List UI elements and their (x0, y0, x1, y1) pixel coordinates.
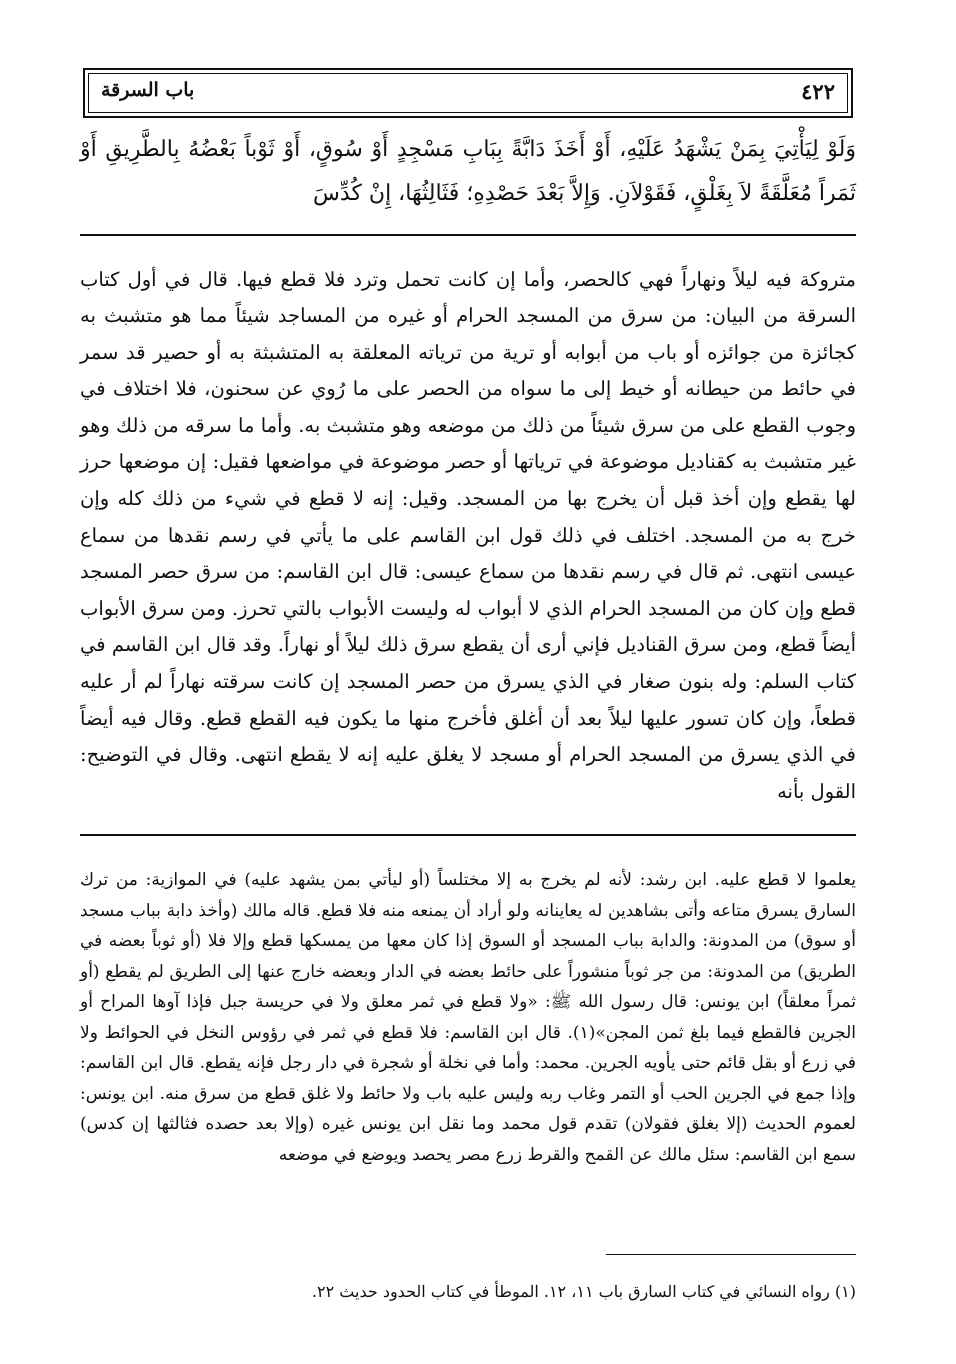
page-number: ٤٢٢ (801, 79, 835, 104)
commentary-text-block (80, 242, 856, 830)
footnote-block (80, 1262, 856, 1322)
running-header (83, 68, 853, 118)
commentary-paragraph: متروكة فيه ليلاً ونهاراً فهي كالحصر، وأما إن كانت تحمل وترد فلا قطع فيها. قال في أول كتاب السرقة من البيان: من سرق من المسجد الحرام أو غيره من المساجد شيئاً مما هو متشبث به كجائزة من جوائزه أو باب من أبوابه أو ترية من ترياته المعلقة به المتشبثة به أو حصير قد سمر في حائط من حيطانه أو خيط إلى ما سواه من الحصر على ما رُوي عن سحنون، فلا اختلاف في وجوب القطع على من سرق شيئاً من ذلك من موضعه وهو متشبث به. وأما ما سرقه من ذلك وهو غير متشبث به كقناديل موضوعة في ترياتها أو حصر موضوعة في مواضعها فقيل: إن موضعها حرز لها يقطع وإن أخذ قبل أن يخرج بها من المسجد. وقيل: إنه لا قطع في شيء من ذلك كله وإن خرج به من المسجد. اختلف في ذلك قول ابن القاسم على ما يأتي في رسم نقدها من سماع عيسى انتهى. ثم قال في رسم نقدها من سماع عيسى: قال ابن القاسم: من سرق حصر المسجد قطع وإن كان من المسجد الحرام الذي لا أبواب له وليست الأبواب بالتي تحرز. ومن سرق الأبواب أيضاً قطع، ومن سرق القناديل فإني أرى أن يقطع سرق ذلك ليلاً أو نهاراً. وقد قال ابن القاسم في كتاب السلم: وله بنون صغار في الذي يسرق من حصر المسجد إن كانت سرقته نهاراً لم أر عليه قطعاً، وإن كان تسور عليها ليلاً بعد أن أغلق فأخرج منها ما يكون فيه القطع قطع. وقال فيه أيضاً في الذي يسرق من المسجد الحرام أو مسجد لا يغلق عليه إنه لا يقطع انتهى. وقال في التوضيح: القول بأنه (80, 267, 856, 803)
footnote-divider (606, 1254, 856, 1255)
matn-paragraph: وَلَوْ لِيَأْتِيَ بِمَنْ يَشْهَدُ عَلَيْهِ، أَوْ أَخَذَ دَابَّةً بِبَابِ مَسْجِدٍ أَوْ سُوقٍ، أَوْ ثَوْباً بَعْضُهُ بِالطَّرِيقِ أَوْ ثَمَراً مُعَلَّقَةً لاَ بِغَلْقٍ، فَقَوْلاَنِ. وَإِلاَّ بَعْدَ حَصْدِهِ؛ فَثَالِثُهَا، إِنْ كُدِّسَ (80, 137, 856, 206)
hashiya-paragraph: يعلموا لا قطع عليه. ابن رشد: لأنه لم يخرج به إلا مختلساً (أو ليأتي بمن يشهد عليه) في الموازية: من ترك السارق يسرق متاعه وأتى بشاهدين له يعاينانه ولو أراد أن يمنعه منه فلا قطع. قاله مالك (وأخذ دابة بباب مسجد أو سوق) من المدونة: والدابة بباب المسجد أو السوق إذا كان معها من يمسكها قطع وإلا فلا (أو ثوباً بعضه في الطريق) من المدونة: من جر ثوباً منشوراً على حائط بعضه في الدار وبعضه خارج عنها إلى الطريق لم يقطع (أو ثمراً معلقاً) ابن يونس: قال رسول الله ﷺ: «ولا قطع في ثمر معلق ولا في حريسة جبل فإذا آوها المراح أو الجرين فالقطع فيما بلغ ثمن المجن»(١). قال ابن القاسم: فلا قطع في ثمر في رؤوس النخل في الحوائط ولا في زرع أو بقل قائم حتى يأويه الجرين. محمد: وأما في نخلة أو شجرة في دار رجل فإنه يقطع. قال ابن القاسم: وإذا جمع في الجرين الحب أو التمر وغاب ربه وليس عليه باب ولا حائط ولا غلق قطع من سرق منه. ابن يونس: لعموم الحديث (إلا بغلق فقولان) تقدم قول محمد وما نقل ابن يونس غيره (وإلا بعد حصده فثالثها إن كدس) سمع ابن القاسم: سئل مالك عن القمح والقرط زرع مصر يحصد ويوضع في موضعه (80, 870, 856, 1165)
hashiya-text-block (80, 848, 856, 1187)
matn-divider (80, 234, 856, 236)
matn-text-block (80, 128, 856, 216)
commentary-divider (80, 834, 856, 836)
footnote-text: (١) رواه النسائي في كتاب السارق باب ١١، ١٢. الموطأ في كتاب الحدود حديث ٢٢. (311, 1282, 856, 1301)
chapter-title: باب السرقة (101, 79, 195, 101)
